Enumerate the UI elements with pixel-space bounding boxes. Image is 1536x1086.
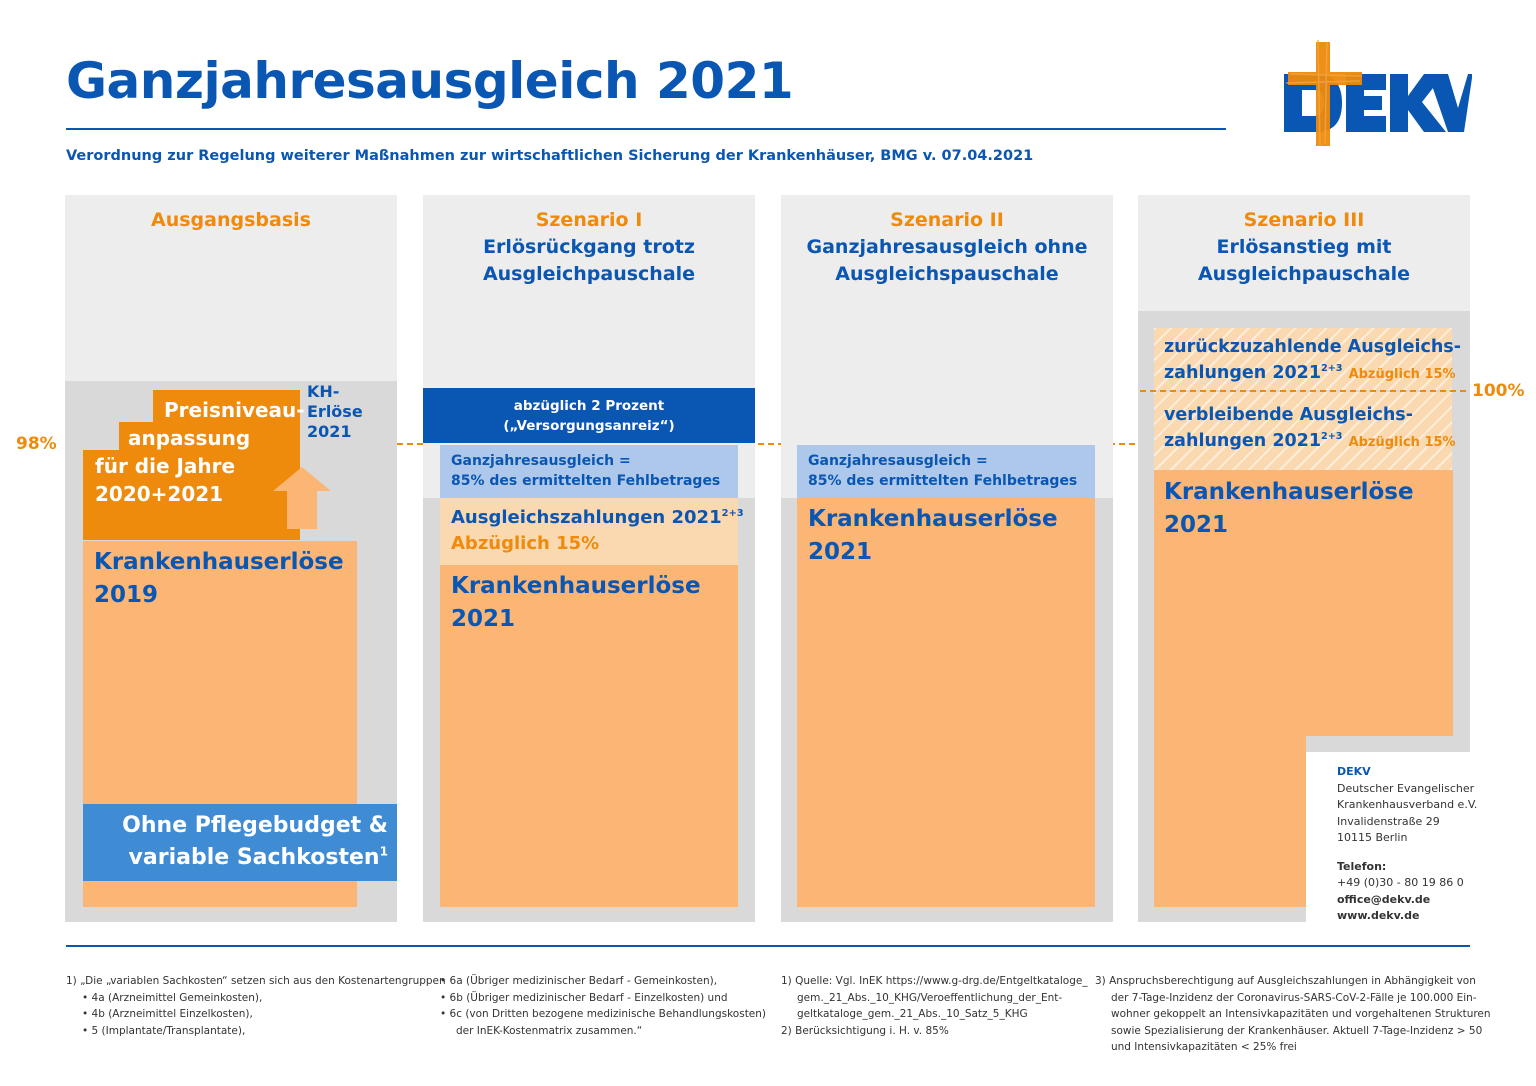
increase-arrow-icon [271, 465, 333, 529]
contact-phone-label: Telefon: [1337, 859, 1387, 873]
dekv-logo [1282, 38, 1472, 148]
s1-payments-footnote-mark: 2+3 [721, 508, 744, 519]
footnote-1-line-1: 1) „Die „variablen Sachkosten“ setzen sich aus den Kostenartengruppen [66, 975, 446, 987]
price-adjustment-line-2: anpassung [128, 426, 251, 450]
kh-label-line-3: 2021 [307, 422, 352, 441]
s3-repay-line-2-text: zahlungen 2021 [1164, 363, 1322, 383]
footnote-col-1 [66, 973, 446, 1039]
s3-revenue-line-1: Krankenhauserlöse [1164, 479, 1414, 505]
revenue-2019-line-2: 2019 [94, 582, 159, 608]
s3-title-line-2: Erlösanstieg mit [1216, 236, 1392, 258]
footnote-2-line-4: der InEK-Kostenmatrix zusammen.“ [456, 1024, 643, 1037]
price-adjustment-line-3: für die Jahre [95, 454, 236, 478]
s3-repay-line-2 [1164, 360, 1461, 388]
s1-title-line-1: Szenario I [535, 209, 643, 231]
s2-revenue-line-2: 2021 [808, 539, 873, 565]
excluded-line-2 [83, 842, 388, 874]
excluded-costs-label [83, 810, 388, 874]
s3-title-line-3: Ausgleichpauschale [1197, 263, 1411, 285]
page-title: Ganzjahresausgleich 2021 [66, 52, 794, 110]
s3-remain-line-2-text: zahlungen 2021 [1164, 431, 1322, 451]
footnote-3-line-4: 2) Berücksichtigung i. H. v. 85% [781, 1024, 949, 1037]
footnote-1-line-2: • 4a (Arzneimittel Gemeinkosten), [82, 991, 263, 1004]
s3-remain-line-2 [1164, 428, 1456, 456]
contact-name-line-1: Deutscher Evangelischer [1337, 781, 1475, 795]
excluded-footnote-mark: 1 [379, 844, 388, 859]
s3-repay-footnote-mark: 2+3 [1321, 363, 1343, 375]
s2-annual-comp-label [808, 451, 1077, 491]
revenue-2019-label [94, 546, 344, 612]
revenue-2019-line-1: Krankenhauserlöse [94, 549, 344, 575]
deduction-line-1: abzüglich 2 Prozent [513, 398, 665, 414]
s1-payments-note: Abzüglich 15% [451, 533, 600, 554]
price-adjustment-line-4: 2020+2021 [95, 482, 224, 506]
s2-title-line-1: Szenario II [890, 209, 1004, 231]
deduction-label [423, 396, 755, 436]
footnote-4-line-5: und Intensivkapazitäten < 25% frei [1111, 1041, 1297, 1053]
footnote-col-2 [440, 973, 766, 1039]
footnote-4-line-3: wohner gekoppelt an Intensivkapazitäten und vorgehaltenen Strukturen [1111, 1008, 1491, 1020]
s1-revenue-line-1: Krankenhauserlöse [451, 573, 701, 599]
s3-remain-label [1164, 402, 1456, 456]
kh-label-line-2: Erlöse [307, 402, 363, 421]
contact-block [1337, 764, 1477, 925]
contact-org: DEKV [1337, 765, 1371, 778]
column-s2-title [781, 207, 1113, 288]
s3-revenue-label [1164, 476, 1414, 542]
excluded-line-1: Ohne Pflegebudget & [122, 813, 388, 838]
footnote-3-line-2: gem._21_Abs._10_KHG/Veroeffentlichung_der_Ent- [797, 991, 1063, 1004]
column-base-title: Ausgangsbasis [151, 209, 311, 231]
footnote-1-line-4: • 5 (Implantate/Transplantate), [82, 1024, 246, 1037]
contact-street: Invalidenstraße 29 [1337, 814, 1440, 828]
level-100-label: 100% [1472, 381, 1525, 401]
page-subtitle: Verordnung zur Regelung weiterer Maßnahmen zur wirtschaftlichen Sicherung der Krankenhäuser, BMG v. 07.04.2021 [66, 148, 1034, 164]
footnote-3-line-3: geltkataloge_gem._21_Abs._10_Satz_5_KHG [797, 1008, 1028, 1020]
contact-name-line-2: Krankenhausverband e.V. [1337, 798, 1478, 811]
footer-divider [66, 945, 1470, 947]
s3-repay-line-1: zurückzuzahlende Ausgleichs- [1164, 337, 1461, 357]
s3-remain-footnote-mark: 2+3 [1321, 431, 1343, 443]
excluded-line-2-text: variable Sachkosten [128, 845, 380, 870]
contact-web[interactable]: www.dekv.de [1337, 909, 1420, 922]
footnote-2-line-1: • 6a (Übriger medizinischer Bedarf - Gemeinkosten), [440, 975, 718, 987]
footnote-4-line-4: sowie Spezialisierung der Krankenhäuser. Aktuell 7-Tage-Inzidenz > 50 [1111, 1024, 1483, 1037]
footnote-col-4 [1095, 973, 1491, 1056]
level-98-label: 98% [16, 434, 57, 454]
price-adjustment-line-1: Preisniveau- [164, 398, 305, 422]
s1-revenue-line-2: 2021 [451, 606, 516, 632]
s1-payments-text: Ausgleichszahlungen 2021 [451, 507, 722, 528]
deduction-line-2: („Versorgungsanreiz“) [503, 418, 675, 434]
s1-title-line-3: Ausgleichpauschale [482, 263, 696, 285]
footnote-1-line-3: • 4b (Arzneimittel Einzelkosten), [82, 1008, 253, 1020]
s2-annual-comp-line-1: Ganzjahresausgleich = [808, 453, 988, 469]
footnote-3-line-1: 1) Quelle: Vgl. InEK https://www.g-drg.de/Entgeltkataloge_ [781, 975, 1088, 987]
contact-email[interactable]: office@dekv.de [1337, 892, 1431, 906]
s1-annual-comp-line-2: 85% des ermittelten Fehlbetrages [451, 473, 721, 489]
s3-remain-note: Abzüglich 15% [1348, 435, 1456, 450]
s2-title-line-2: Ganzjahresausgleich ohne [806, 236, 1088, 258]
footnote-2-line-2: • 6b (Übriger medizinischer Bedarf - Einzelkosten) und [440, 991, 728, 1004]
kh-label-line-1: KH- [307, 382, 340, 401]
s1-payments-label [451, 505, 744, 557]
s2-revenue-line-1: Krankenhauserlöse [808, 506, 1058, 532]
s3-repay-label [1164, 334, 1461, 388]
s1-revenue-label [451, 570, 701, 636]
title-divider [66, 128, 1226, 130]
column-s1-title [423, 207, 755, 288]
s1-annual-comp-line-1: Ganzjahresausgleich = [451, 453, 631, 469]
s1-payments-line-1 [451, 505, 744, 531]
footnote-4-line-2: der 7-Tage-Inzidenz der Coronavirus-SARS-CoV-2-Fälle je 100.000 Ein- [1111, 991, 1477, 1004]
footnote-2-line-3: • 6c (von Dritten bezogene medizinische Behandlungskosten) [440, 1008, 767, 1020]
s2-annual-comp-line-2: 85% des ermittelten Fehlbetrages [808, 473, 1078, 489]
footnote-4-line-1: 3) Anspruchsberechtigung auf Ausgleichszahlungen in Abhängigkeit von [1095, 975, 1476, 987]
footnote-col-3 [781, 973, 1088, 1039]
kh-revenue-label [307, 382, 363, 442]
s3-title-line-1: Szenario III [1243, 209, 1365, 231]
s2-title-line-3: Ausgleichspauschale [835, 263, 1059, 285]
s2-revenue-label [808, 503, 1058, 569]
s1-title-line-2: Erlösrückgang trotz [483, 236, 695, 258]
contact-phone: +49 (0)30 - 80 19 86 0 [1337, 876, 1464, 889]
s3-revenue-line-2: 2021 [1164, 512, 1229, 538]
s3-remain-line-1: verbleibende Ausgleichs- [1164, 405, 1413, 425]
column-s3-title [1138, 207, 1470, 288]
contact-city: 10115 Berlin [1337, 831, 1408, 844]
s1-annual-comp-label [451, 451, 720, 491]
s3-repay-note: Abzüglich 15% [1348, 367, 1456, 382]
dekv-logo-mark [1282, 38, 1472, 148]
